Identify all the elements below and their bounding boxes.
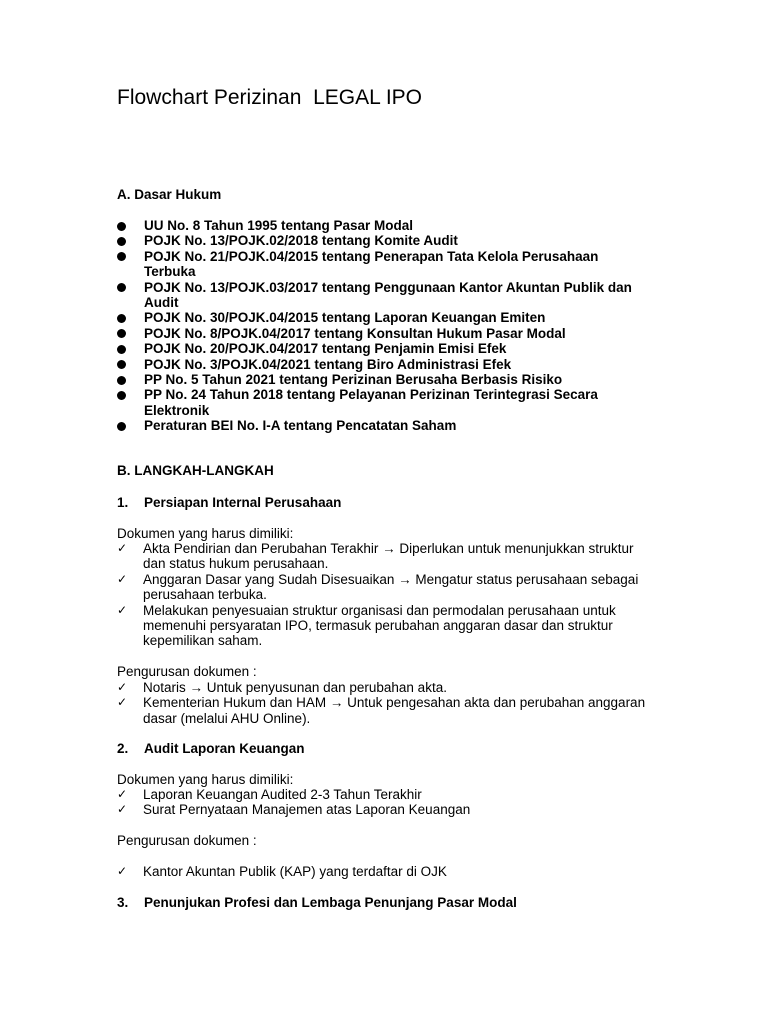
list-item-text: Peraturan BEI No. I-A tentang Pencatatan Saham — [144, 418, 457, 434]
list-item-text: UU No. 8 Tahun 1995 tentang Pasar Modal — [144, 218, 414, 233]
list-item — [117, 310, 637, 325]
check-icon: ✓ — [117, 680, 128, 694]
bullet-icon — [117, 237, 126, 246]
list-item-text: PP No. 24 Tahun 2018 tentang Pelayanan Perizinan Terintegrasi Secara Elektronik — [144, 387, 598, 418]
list-item-text: Surat Pernyataan Manajemen atas Laporan Keuangan — [143, 802, 471, 818]
step-2-docs-list — [117, 787, 647, 818]
list-item-text: Anggaran Dasar yang Sudah Disesuaikan → Mengatur status perusahaan sebagai perusahaan terbuka. — [143, 571, 639, 603]
bullet-icon — [117, 283, 126, 292]
step-1-process-list — [117, 680, 647, 726]
list-item-text: POJK No. 21/POJK.04/2015 tentang Penerapan Tata Kelola Perusahaan Terbuka — [144, 248, 599, 280]
list-item-text: PP No. 5 Tahun 2021 tentang Perizinan Berusaha Berbasis Risiko — [144, 372, 563, 388]
section-a-heading: A. Dasar Hukum — [117, 187, 222, 202]
list-item-text: Kantor Akuntan Publik (KAP) yang terdaftar di OJK — [143, 864, 447, 879]
step-number: 1. — [117, 495, 129, 510]
list-item — [117, 387, 637, 418]
list-item-text: Notaris → Untuk penyusunan dan perubahan akta. — [143, 680, 447, 695]
list-item — [117, 787, 647, 802]
bullet-icon — [117, 360, 126, 369]
list-item-text: POJK No. 30/POJK.04/2015 tentang Laporan Keuangan Emiten — [144, 310, 546, 326]
list-item — [117, 233, 637, 248]
list-item — [117, 680, 647, 695]
list-item — [117, 218, 637, 233]
step-title: Penunjukan Profesi dan Lembaga Penunjang Pasar Modal — [144, 895, 517, 910]
check-icon: ✓ — [117, 541, 128, 555]
list-item-text: Akta Pendirian dan Perubahan Terakhir → Diperlukan untuk menunjukkan struktur dan status hukum perusahaan. — [143, 541, 634, 572]
list-item-text: Laporan Keuangan Audited 2-3 Tahun Terakhir — [143, 787, 422, 802]
list-item — [117, 280, 637, 311]
step-1-heading — [117, 495, 341, 510]
step-title: Persiapan Internal Perusahaan — [144, 495, 342, 510]
check-icon: ✓ — [117, 695, 128, 710]
bullet-icon — [117, 345, 126, 354]
step-title: Audit Laporan Keuangan — [144, 741, 305, 756]
step-number: 3. — [117, 895, 129, 910]
list-item — [117, 603, 647, 649]
bullet-icon — [117, 422, 126, 431]
list-item — [117, 249, 637, 280]
list-item — [117, 326, 637, 341]
check-icon: ✓ — [117, 571, 128, 586]
bullet-icon — [117, 252, 126, 261]
list-item-text: POJK No. 3/POJK.04/2021 tentang Biro Administrasi Efek — [144, 356, 512, 372]
step-2-process-label: Pengurusan dokumen : — [117, 833, 257, 848]
step-3-heading — [117, 895, 517, 910]
check-icon: ✓ — [117, 864, 128, 878]
list-item — [117, 864, 647, 879]
list-item-text: POJK No. 13/POJK.03/2017 tentang Penggunaan Kantor Akuntan Publik dan Audit — [144, 279, 632, 311]
list-item — [117, 695, 647, 726]
step-2-docs-label: Dokumen yang harus dimiliki: — [117, 772, 294, 787]
step-2-heading — [117, 741, 305, 756]
page-title: Flowchart Perizinan LEGAL IPO — [117, 86, 423, 109]
list-item-text: Kementerian Hukum dan HAM → Untuk pengesahan akta dan perubahan anggaran dasar (melalui AHU Online). — [143, 695, 646, 726]
step-number: 2. — [117, 741, 129, 756]
list-item — [117, 572, 647, 603]
step-1-process-label: Pengurusan dokumen : — [117, 664, 257, 679]
legal-basis-list — [117, 218, 637, 434]
list-item — [117, 541, 647, 572]
list-item-text: POJK No. 13/POJK.02/2018 tentang Komite Audit — [144, 233, 458, 249]
list-item-text: POJK No. 20/POJK.04/2017 tentang Penjamin Emisi Efek — [144, 341, 507, 357]
list-item — [117, 418, 637, 433]
list-item-text: POJK No. 8/POJK.04/2017 tentang Konsultan Hukum Pasar Modal — [144, 325, 566, 341]
bullet-icon — [117, 222, 126, 231]
check-icon: ✓ — [117, 802, 128, 817]
list-item-text: Melakukan penyesuaian struktur organisasi dan permodalan perusahaan untuk memenuhi persyaratan IPO, termasuk perubahan anggaran dasar dan struktur kepemilikan saham. — [143, 602, 616, 649]
list-item — [117, 372, 637, 387]
check-icon: ✓ — [117, 787, 128, 801]
list-item — [117, 802, 647, 817]
list-item — [117, 341, 637, 356]
list-item — [117, 357, 637, 372]
bullet-icon — [117, 376, 126, 385]
step-1-docs-label: Dokumen yang harus dimiliki: — [117, 526, 294, 541]
bullet-icon — [117, 391, 126, 400]
section-b-heading: B. LANGKAH-LANGKAH — [117, 463, 274, 478]
step-1-docs-list — [117, 541, 647, 649]
step-2-process-list — [117, 864, 647, 879]
bullet-icon — [117, 329, 126, 338]
check-icon: ✓ — [117, 602, 128, 617]
bullet-icon — [117, 314, 126, 323]
